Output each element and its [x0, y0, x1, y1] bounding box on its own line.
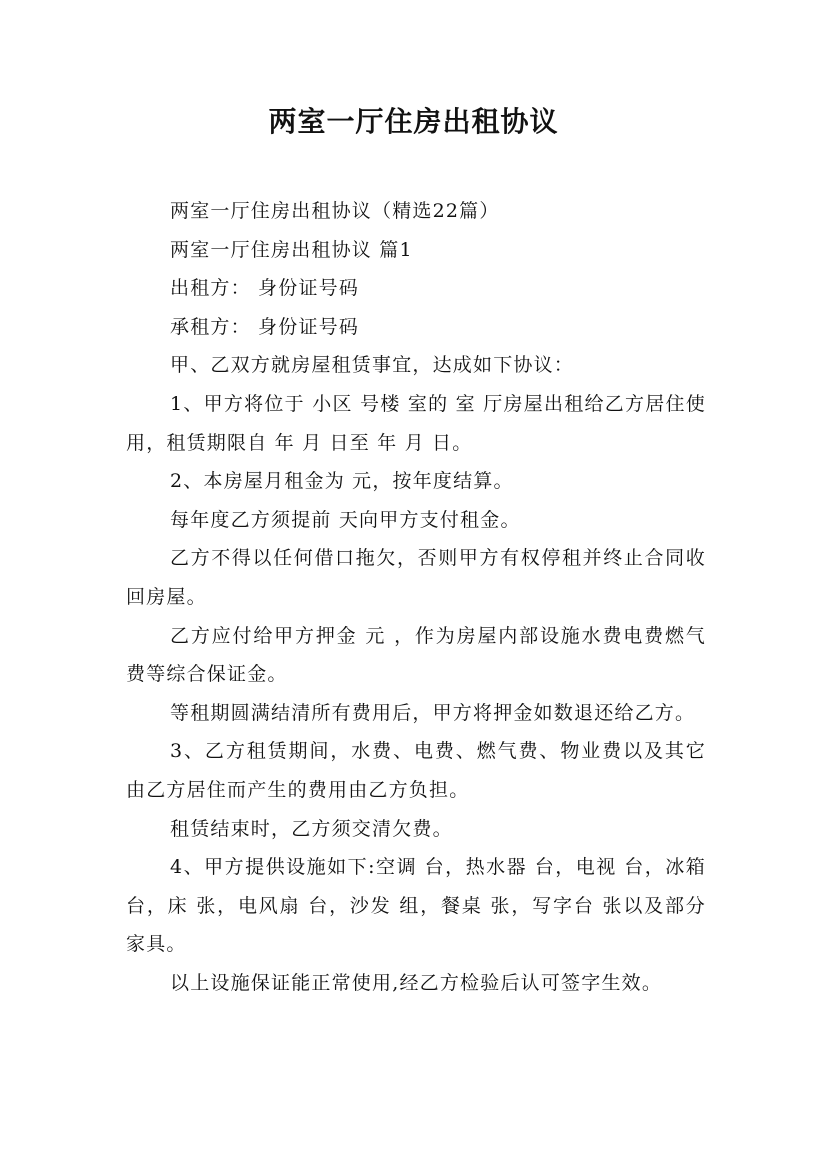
paragraph-rent-advance: 每年度乙方须提前 天向甲方支付租金。 [170, 508, 521, 531]
paragraph-intro: 甲、乙双方就房屋租赁事宜，达成如下协议： [170, 354, 575, 377]
paragraph-facilities-check: 以上设施保证能正常使用,经乙方检验后认可签字生效。 [170, 971, 663, 994]
document-body [126, 192, 706, 1002]
document-title: 两室一厅住房出租协议 [268, 105, 559, 138]
paragraph-lessee: 承租方： 身份证号码 [170, 315, 360, 338]
paragraph-lessor: 出租方： 身份证号码 [170, 277, 360, 300]
paragraph-clause-4: 4、甲方提供设施如下:空调 台，热水器 台，电视 台，冰箱 台，床 张，电风扇 台，沙发 组，餐桌 张，写字台 张以及部分家具。 [126, 856, 706, 956]
paragraph-deposit: 乙方应付给甲方押金 元 ，作为房屋内部设施水费电费燃气费等综合保证金。 [126, 624, 706, 686]
paragraph-no-arrears: 乙方不得以任何借口拖欠，否则甲方有权停租并终止合同收回房屋。 [126, 547, 706, 608]
paragraph-subtitle: 两室一厅住房出租协议（精选22篇） [170, 200, 500, 222]
paragraph-deposit-return: 等租期圆满结清所有费用后，甲方将押金如数退还给乙方。 [170, 701, 696, 724]
paragraph-clause-2: 2、本房屋月租金为 元，按年度结算。 [170, 470, 514, 493]
paragraph-section-heading: 两室一厅住房出租协议 篇1 [170, 238, 413, 261]
paragraph-clause-3: 3、乙方租赁期间，水费、电费、燃气费、物业费以及其它由乙方居住而产生的费用由乙方负担。 [126, 740, 706, 801]
paragraph-settle-arrears: 租赁结束时，乙方须交清欠费。 [170, 817, 453, 840]
paragraph-clause-1: 1、甲方将位于 小区 号楼 室的 室 厅房屋出租给乙方居住使用，租赁期限自 年 月 日至 年 月 日。 [126, 392, 706, 454]
